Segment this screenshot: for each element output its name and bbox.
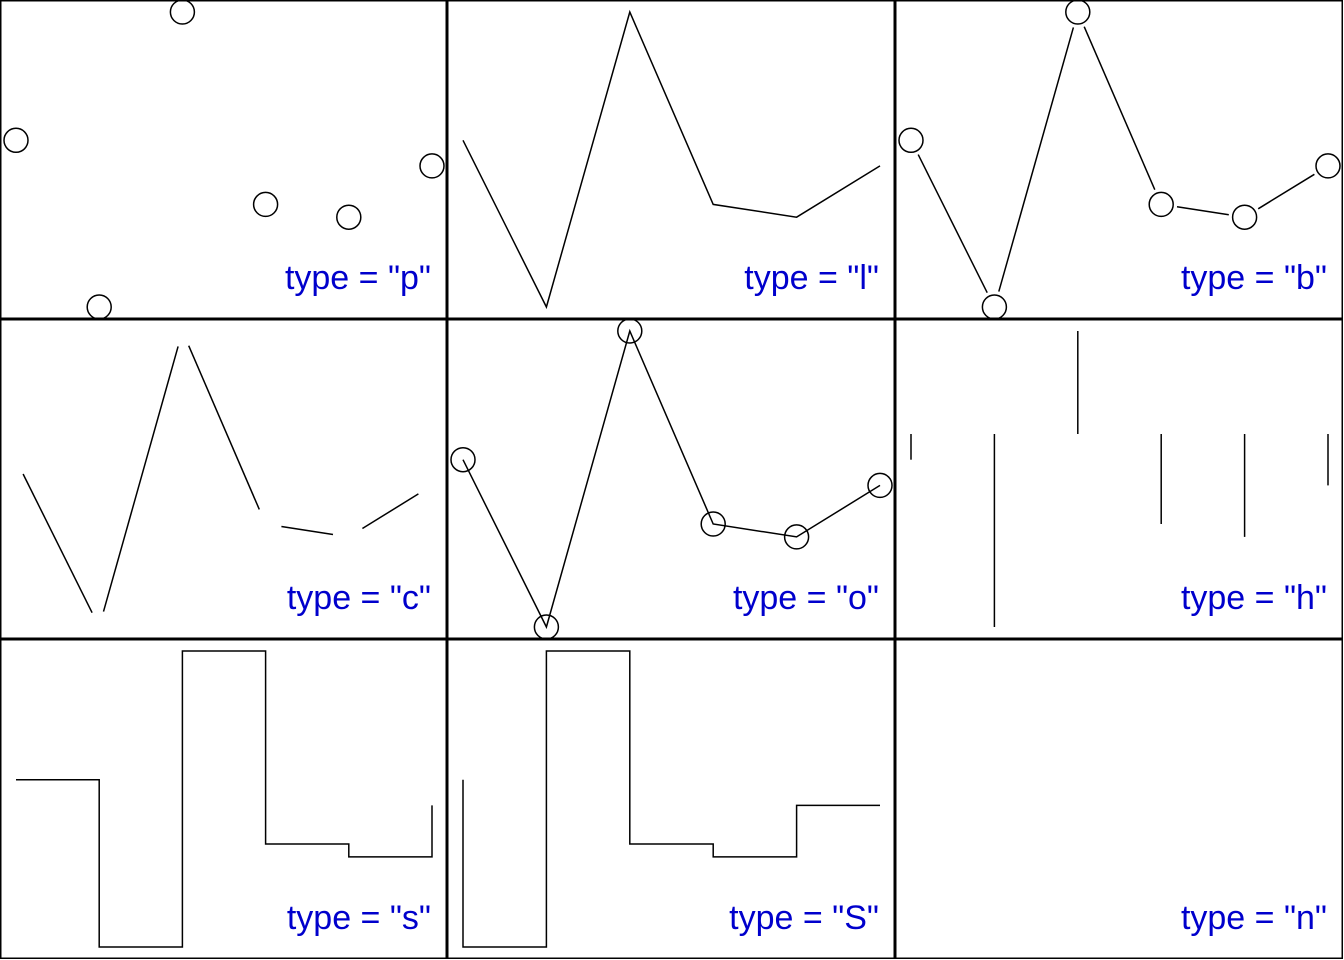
panel-h: [896, 320, 1343, 639]
panel-label: type = "l": [744, 259, 879, 297]
panel-b: [896, 0, 1343, 319]
panel-p: [1, 0, 447, 319]
data-point-5: [1233, 205, 1257, 229]
data-point-1: [4, 128, 28, 152]
line-segment-4: [281, 527, 333, 535]
line-segment-3: [1084, 27, 1155, 190]
line-segment-4: [1177, 207, 1229, 215]
panel-o: [448, 319, 895, 639]
panel-c: [1, 320, 447, 639]
panel-label: type = "o": [732, 579, 879, 617]
panel-S: [448, 640, 895, 959]
data-point-6: [420, 154, 444, 178]
data-point-1: [899, 128, 923, 152]
line-segment-3: [189, 346, 260, 510]
panel-n: [896, 640, 1343, 959]
panel-label: type = "S": [729, 899, 879, 937]
panel-label: type = "p": [284, 259, 431, 297]
line-segment-2: [104, 346, 179, 611]
panel-label: type = "h": [1180, 579, 1327, 617]
line-segment-1: [918, 155, 987, 293]
data-point-5: [337, 205, 361, 229]
line-segment-2: [999, 27, 1074, 291]
data-point-4: [1149, 192, 1173, 216]
data-point-4: [254, 192, 278, 216]
data-point-3: [1066, 0, 1090, 24]
panel-label: type = "s": [286, 899, 431, 937]
panel-label: type = "c": [286, 579, 431, 617]
panel-s: [1, 640, 447, 959]
panel-l: [448, 1, 895, 319]
line-segment-5: [1258, 174, 1314, 209]
panel-label: type = "b": [1180, 259, 1327, 297]
panel-label: type = "n": [1180, 899, 1327, 937]
data-point-3: [170, 0, 194, 24]
data-point-2: [87, 295, 111, 319]
line-segment-5: [362, 494, 418, 529]
line-segment-1: [23, 474, 92, 613]
data-point-2: [982, 295, 1006, 319]
data-point-6: [1316, 154, 1340, 178]
